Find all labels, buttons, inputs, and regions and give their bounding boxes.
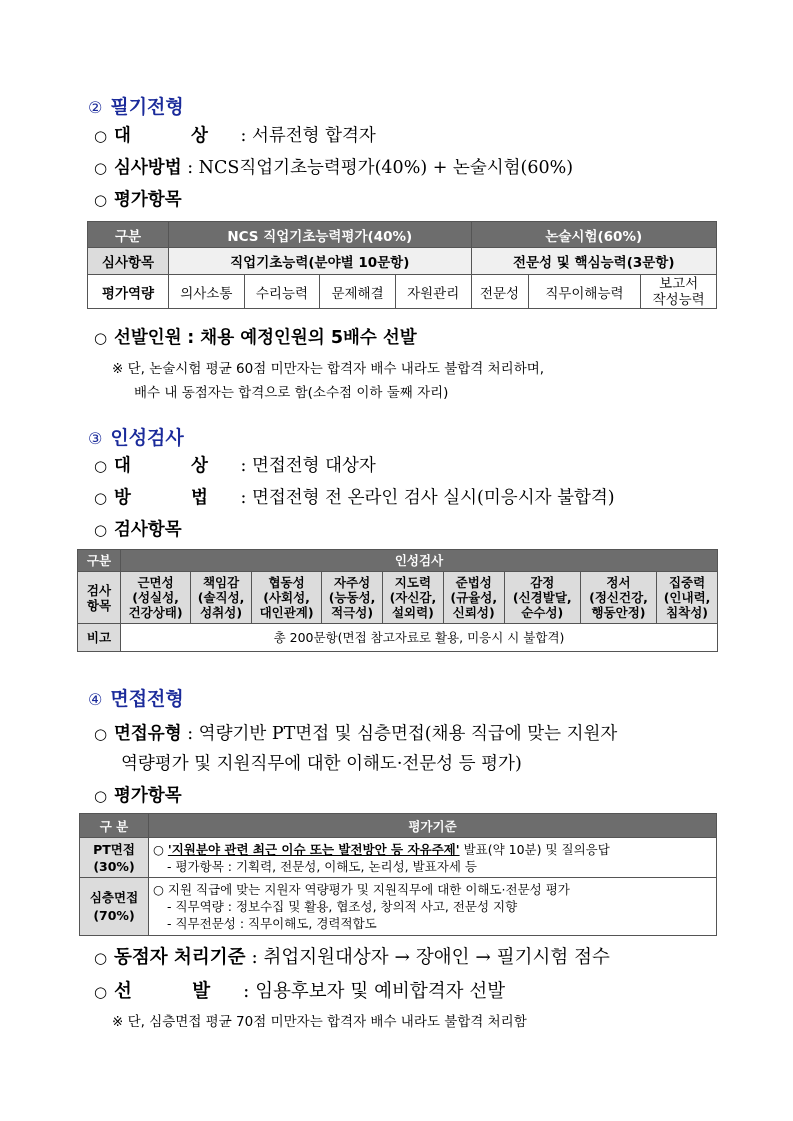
written-note-1: ※ 단, 논술시험 평균 60점 미만자는 합격자 배수 내라도 불합격 처리하며,	[112, 361, 545, 377]
table-cell: 수리능력	[244, 275, 320, 309]
section-title-personality: ③ 인성검사	[88, 427, 184, 449]
interview-tie-line: ○ 동점자 처리기준 : 취업지원대상자 → 장애인 → 필기시험 점수	[94, 947, 610, 968]
table-header: 논술시험(60%)	[471, 222, 717, 248]
table-cell: 의사소통	[169, 275, 245, 309]
personality-method-line: ○ 방 법 : 면접전형 전 온라인 검사 실시(미응시자 불합격)	[94, 488, 615, 508]
table-cell: 전문성 및 핵심능력(3문항)	[471, 248, 717, 275]
row-label: 비고	[78, 624, 121, 652]
table-cell: 총 200문항(면접 참고자료로 활용, 미응시 시 불합격)	[121, 624, 718, 652]
interview-type-line: ○ 면접유형 : 역량기반 PT면접 및 심층면접(채용 직급에 맞는 지원자	[94, 724, 618, 744]
row-label: 검사 항목	[78, 572, 121, 624]
table-header: 구 분	[80, 814, 149, 838]
table-cell: 감정 (신경발달, 순수성)	[504, 572, 580, 624]
written-note-2: 배수 내 동점자는 합격으로 함(소수점 이하 둘째 자리)	[134, 385, 449, 401]
table-header: 구분	[88, 222, 169, 248]
written-method-line: ○ 심사방법 : NCS직업기초능력평가(40%) + 논술시험(60%)	[94, 158, 574, 178]
row-label: PT면접 (30%)	[80, 838, 149, 878]
table-cell: 협동성 (사회성, 대인관계)	[252, 572, 322, 624]
table-cell: 자원관리	[395, 275, 471, 309]
written-items-line: ○ 평가항목	[94, 190, 182, 210]
section-title-written-exam: ② 필기전형	[88, 96, 184, 118]
interview-select-line: ○ 선 발 : 임용후보자 및 예비합격자 선발	[94, 981, 506, 1002]
interview-note: ※ 단, 심층면접 평균 70점 미만자는 합격자 배수 내라도 불합격 처리함	[112, 1014, 527, 1030]
table-cell: 직업기초능력(분야별 10문항)	[169, 248, 472, 275]
table-cell: 근면성 (성실성, 건강상태)	[121, 572, 191, 624]
row-label: 심층면접 (70%)	[80, 878, 149, 936]
section-title-interview: ④ 면접전형	[88, 688, 184, 710]
table-cell: ○ '지원분야 관련 최근 이슈 또는 발전방안 등 자유주제' 발표(약 10분) 및 질의응답 - 평가항목 : 기획력, 전문성, 이해도, 논리성, 발표자세 등	[149, 838, 717, 878]
table-cell: 보고서 작성능력	[641, 275, 717, 309]
interview-table	[79, 813, 717, 936]
table-cell: 직무이해능력	[528, 275, 641, 309]
personality-target-line: ○ 대 상 : 면접전형 대상자	[94, 456, 376, 476]
written-select-line: ○ 선발인원 : 채용 예정인원의 5배수 선발	[94, 328, 417, 348]
table-cell: 준법성 (규율성, 신뢰성)	[443, 572, 504, 624]
table-cell: 정서 (정신건강, 행동안정)	[580, 572, 656, 624]
table-cell: 책임감 (솔직성, 성취성)	[191, 572, 252, 624]
personality-table	[77, 549, 718, 652]
interview-items-line: ○ 평가항목	[94, 786, 182, 806]
table-header: NCS 직업기초능력평가(40%)	[169, 222, 472, 248]
table-header: 평가기준	[149, 814, 717, 838]
interview-type-line-2: 역량평가 및 지원직무에 대한 이해도·전문성 등 평가)	[121, 754, 522, 774]
personality-items-line: ○ 검사항목	[94, 520, 182, 540]
table-cell: ○ 지원 직급에 맞는 지원자 역량평가 및 지원직무에 대한 이해도·전문성 평가 - 직무역량 : 정보수집 및 활용, 협조성, 창의적 사고, 전문성 지향 - 직무전문성 : 직무이해도, 경력적합도	[149, 878, 717, 936]
table-cell: 지도력 (자신감, 설외력)	[383, 572, 444, 624]
written-exam-table	[87, 221, 717, 309]
table-cell: 전문성	[471, 275, 528, 309]
written-target-line: ○ 대 상 : 서류전형 합격자	[94, 126, 376, 146]
table-header: 인성검사	[121, 550, 718, 572]
table-cell: 문제해결	[320, 275, 396, 309]
row-label: 심사항목	[88, 248, 169, 275]
table-header: 구분	[78, 550, 121, 572]
row-label: 평가역량	[88, 275, 169, 309]
table-cell: 집중력 (인내력, 침착성)	[657, 572, 718, 624]
table-cell: 자주성 (능동성, 적극성)	[322, 572, 383, 624]
